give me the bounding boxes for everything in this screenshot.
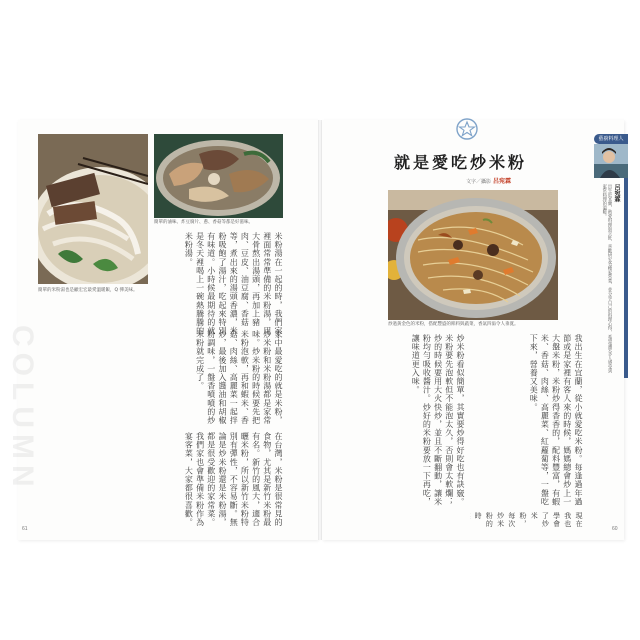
left-body-text-3: 在台灣，米粉是很常見的食物，尤其是新竹米粉最有名。新竹的風大，適合曬米粉，所以新竹米粉特別有彈性，不容易斷。無論是炒米粉還是米粉湯，都是很受歡迎的家常菜。我們家也會準備米粉作為宴客菜，大家都很喜歡。	[184, 432, 283, 527]
article-title: 就是愛吃炒米粉	[394, 153, 528, 172]
photo2-caption: 簡單的滷味、炸豆腐片、蔥、香菇等都是好滋味。	[154, 220, 253, 225]
tab-accent-bar	[624, 178, 628, 378]
star-badge-icon	[456, 118, 478, 140]
left-body-text-1: 米粉湯在一起的時，我們家裡面常常準備的米粉湯，用大骨熬出湯頭，再加上豬肉、豆皮、油豆腐、香菇等，煮出來的湯頭香濃，米粉吸飽了湯汁，吃起來特別有味道。小時候最期待的就是冬天裡喝上一碗熱騰騰的米粉湯。	[184, 232, 283, 336]
photo1-caption: 簡單的米粉湯也是顧宏宏最愛溫暖飯，Q 彈美味。	[38, 288, 138, 293]
byline-label: 文字／攝影	[466, 179, 492, 185]
rice-noodle-soup-photo	[38, 134, 148, 284]
column-tab-label: 藝廚料理人	[594, 134, 628, 144]
column-side-tab	[594, 134, 628, 380]
left-body-text-2: 家中最愛吃的就是米粉，炒米粉和米粉湯都是家常味。炒米粉的時候要先把米粉泡軟，再和蝦米、香菇、肉絲、高麗菜一起拌炒，最後加入醬油和胡椒粉調味，一盤香噴噴的炒米粉就完成了。	[195, 330, 283, 425]
fried-rice-noodle-photo	[388, 190, 558, 320]
right-body-text-2: 炒米粉看似簡單，其實要炒得好吃也有訣竅。米粉要先泡軟但不能泡太久，否則會太軟爛；炒的時候要用大火快炒，並且不斷翻動，讓米粉均勻吸收醬汁。炒好的米粉要放一下再吃，讓味道更入味。	[411, 334, 465, 506]
byline	[466, 176, 511, 185]
column-watermark: COLUMN	[6, 325, 39, 493]
fried-noodle-caption: 炒過黃金色的米粉，搭配豐盛的餡料與蔬菜，香氣四溢令人垂涎。	[388, 322, 519, 327]
braised-platter-photo	[154, 134, 283, 218]
right-body-text-1: 我出生在宜蘭，從小就愛吃米粉。每逢過年過節或是家裡有客人來的時候，媽媽總會炒上一大盤米粉，米粉炒得香香的，配料豐富，有蝦米、香菇、肉絲、高麗菜、紅蘿蔔等，一盤吃下來，營養又美味。	[529, 334, 583, 506]
author-portrait-photo	[594, 144, 628, 178]
right-body-text-3: 現在我也學會了炒米粉，每次炒米粉的時	[474, 512, 583, 528]
left-page-number: 61	[22, 526, 28, 532]
author-bio: 出生於宜蘭，熱愛料理與烹飪，喜歡研究各種家常菜，並分享自己的料理心得，希望讓更多人感受到家常料理的溫暖。	[601, 184, 612, 374]
right-page-number: 60	[612, 526, 618, 532]
author-name: 呂宛霖	[613, 184, 620, 202]
byline-author: 呂宛霖	[493, 178, 512, 185]
